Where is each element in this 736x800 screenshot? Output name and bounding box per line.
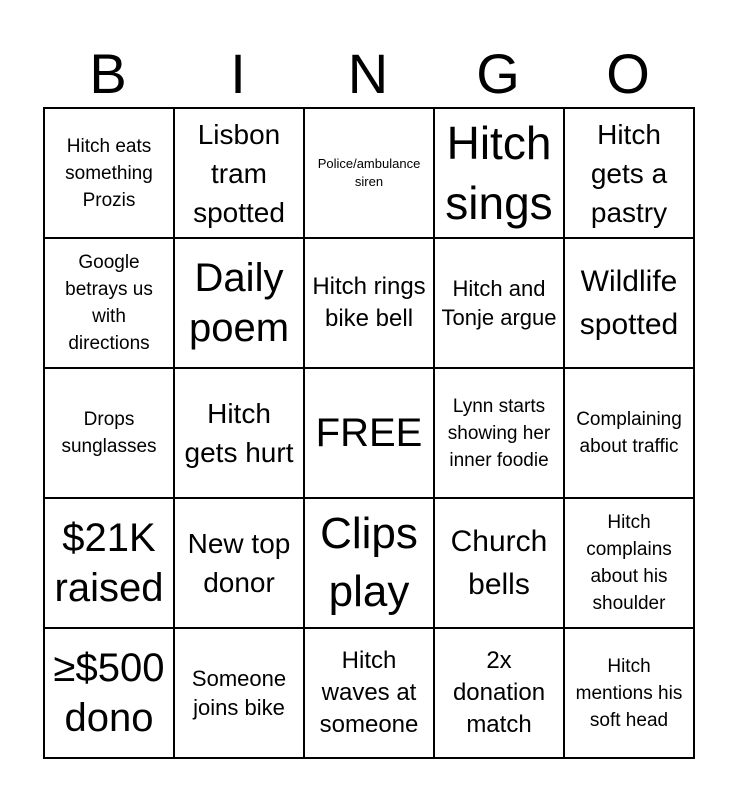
bingo-cell free-space[interactable] — [304, 368, 434, 498]
cell-text: Someone joins bike — [191, 666, 287, 720]
bingo-cell[interactable] — [44, 628, 174, 758]
cell-text: Church bells — [450, 525, 548, 601]
bingo-cell[interactable] — [434, 108, 564, 238]
cell-text: Drops sunglasses — [61, 409, 157, 457]
header-letter-i: I — [230, 42, 246, 105]
cell-text: $21K raised — [54, 516, 164, 610]
bingo-cell[interactable] — [44, 368, 174, 498]
cell-text: Hitch rings bike bell — [312, 273, 426, 332]
cell-text: Hitch complains about his shoulder — [586, 512, 672, 614]
bingo-cell[interactable] — [174, 498, 304, 628]
cell-text: Wildlife spotted — [579, 265, 679, 341]
cell-text: 2x donation match — [452, 647, 546, 738]
cell-text: Hitch mentions his soft head — [575, 655, 683, 731]
cell-text: Hitch eats something Prozis — [65, 135, 153, 211]
board-row — [44, 238, 694, 368]
cell-text: Daily poem — [188, 256, 290, 350]
board-row — [44, 108, 694, 238]
cell-text: New top donor — [187, 528, 291, 598]
bingo-cell[interactable] — [44, 238, 174, 368]
bingo-cell[interactable] — [304, 238, 434, 368]
header-letter-g: G — [476, 42, 520, 105]
bingo-cell[interactable] — [174, 628, 304, 758]
bingo-cell[interactable] — [564, 628, 694, 758]
bingo-cell[interactable] — [44, 108, 174, 238]
cell-text: Clips play — [320, 509, 418, 616]
cell-text: Hitch waves at someone — [319, 647, 419, 738]
header-letter-n: N — [347, 42, 389, 105]
board-row — [44, 368, 694, 498]
cell-text: Complaining about traffic — [576, 409, 682, 457]
bingo-cell[interactable] — [564, 238, 694, 368]
bingo-cell[interactable] — [174, 238, 304, 368]
cell-text: Hitch gets a pastry — [590, 118, 668, 228]
board-row — [44, 498, 694, 628]
bingo-cell[interactable] — [564, 498, 694, 628]
cell-text: Hitch gets hurt — [184, 398, 294, 468]
cell-text: ≥$500 dono — [53, 646, 165, 740]
bingo-header — [43, 40, 693, 108]
bingo-cell[interactable] — [174, 108, 304, 238]
bingo-cell[interactable] — [174, 368, 304, 498]
cell-text: Lisbon tram spotted — [193, 118, 285, 228]
bingo-cell[interactable] — [304, 108, 434, 238]
bingo-cell[interactable] — [434, 628, 564, 758]
bingo-board — [43, 107, 695, 759]
bingo-cell[interactable] — [434, 498, 564, 628]
bingo-cell[interactable] — [434, 368, 564, 498]
free-space-label: FREE — [315, 411, 423, 455]
cell-text: Google betrays us with directions — [65, 252, 153, 354]
header-letter-o: O — [606, 42, 650, 105]
cell-text: Hitch and Tonje argue — [441, 276, 557, 330]
cell-text: Lynn starts showing her inner foodie — [447, 395, 551, 471]
bingo-cell[interactable] — [304, 628, 434, 758]
bingo-cell[interactable] — [44, 498, 174, 628]
header-letter-b: B — [89, 42, 127, 105]
cell-text: Hitch sings — [445, 117, 553, 229]
bingo-cell[interactable] — [434, 238, 564, 368]
bingo-cell[interactable] — [304, 498, 434, 628]
board-row — [44, 628, 694, 758]
bingo-cell[interactable] — [564, 108, 694, 238]
cell-text: Police/ambulance siren — [317, 156, 421, 189]
bingo-cell[interactable] — [564, 368, 694, 498]
